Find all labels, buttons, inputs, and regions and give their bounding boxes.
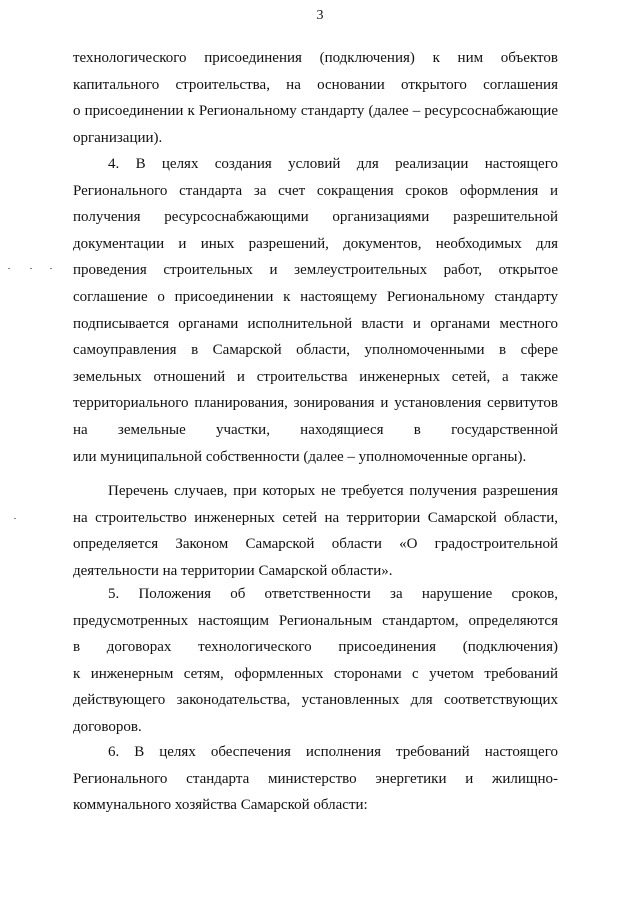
scan-speck (30, 268, 32, 269)
text-line: Регионального стандарта за счет сокращения сроков оформления и (73, 182, 558, 199)
text-line: 4. В целях создания условий для реализации настоящего (108, 156, 558, 172)
scan-speck (14, 518, 16, 519)
text-line: коммунального хозяйства Самарской области: (73, 797, 368, 814)
text-line: документации и иных разрешений, документов, необходимых для (73, 235, 558, 252)
text-line: земельных отношений и строительства инженерных сетей, а также (73, 368, 558, 385)
paragraph-item-6 (73, 739, 558, 819)
text-line: технологического присоединения (подключения) к ним объектов (73, 50, 558, 66)
text-line: к инженерным сетям, оформленных сторонами с учетом требований (73, 665, 558, 682)
text-line: деятельности на территории Самарской области». (73, 562, 393, 579)
paragraph-item-4 (73, 151, 558, 470)
text-line: проведения строительных и землеустроительных работ, открытое (73, 262, 558, 279)
text-line: самоуправления в Самарской области, уполномоченными в сфере (73, 342, 558, 359)
text-line: договоров. (73, 718, 142, 735)
text-line: территориального планирования, зонирования и установления сервитутов (73, 395, 558, 412)
paragraph-1 (73, 45, 558, 151)
text-line: 6. В целях обеспечения исполнения требований настоящего (108, 744, 558, 760)
paragraph-permit-cases (73, 478, 558, 584)
text-line: организации). (73, 129, 163, 146)
text-line: на земельные участки, находящиеся в государственной (73, 421, 558, 438)
text-line: капитального строительства, на основании открытого соглашения (73, 76, 558, 93)
text-line: Регионального стандарта министерство энергетики и жилищно- (73, 770, 558, 787)
text-line: действующего законодательства, установленных для соответствующих (73, 692, 558, 709)
text-line: определяется Законом Самарской области «О градостроительной (73, 536, 558, 553)
scan-speck (8, 268, 10, 269)
text-line: о присоединении к Региональному стандарту (далее – ресурсоснабжающие (73, 103, 558, 120)
text-line: соглашение о присоединении к настоящему Региональному стандарту (73, 288, 558, 305)
paragraph-item-5 (73, 581, 558, 741)
text-line: Перечень случаев, при которых не требуется получения разрешения (108, 483, 558, 499)
text-line: в договорах технологического присоединения (подключения) (73, 639, 558, 656)
text-line: или муниципальной собственности (далее – уполномоченные органы). (73, 448, 527, 465)
text-line: на строительство инженерных сетей на территории Самарской области, (73, 509, 558, 526)
text-line: получения ресурсоснабжающими организациями разрешительной (73, 209, 558, 226)
text-line: предусмотренных настоящим Региональным стандартом, определяются (73, 612, 558, 629)
text-line: подписывается органами исполнительной власти и органами местного (73, 315, 558, 332)
page-number: 3 (316, 8, 324, 23)
text-line: 5. Положения об ответственности за нарушение сроков, (108, 586, 558, 602)
scan-speck (50, 268, 52, 269)
